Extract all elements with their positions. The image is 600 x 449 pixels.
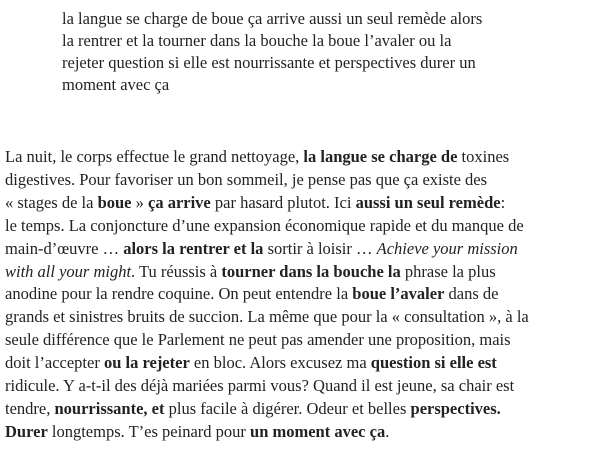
text-segment: longtemps. T’es peinard pour	[47, 421, 251, 441]
italic-phrase: Achieve your mission	[376, 238, 518, 258]
text-segment: . Tu réussis à	[131, 261, 222, 281]
text-segment: »	[131, 192, 148, 212]
text-segment: en bloc. Alors excusez ma	[189, 353, 371, 373]
body-line	[5, 306, 597, 329]
body-line	[5, 283, 597, 306]
text-segment: digestives. Pour favoriser un bon sommeil, je pense pas que ça existe des	[5, 169, 488, 189]
body-line	[5, 238, 597, 261]
quote-line: rejeter question si elle est nourrissante et perspectives durer un	[62, 53, 476, 72]
body-line	[5, 421, 597, 444]
quote-line: la rentrer et la tourner dans la bouche la boue l’avaler ou la	[62, 31, 452, 50]
text-segment: grands et sinistres bruits de succion. La même que pour la « consultation », à la	[5, 307, 529, 327]
quote-line: moment avec ça	[62, 75, 170, 94]
quote-block	[62, 8, 582, 96]
text-segment: seule différence que le Parlement ne peut pas amender une proposition, mais	[5, 330, 511, 350]
bold-phrase: question si elle est	[370, 353, 497, 373]
body-line	[5, 192, 597, 215]
text-segment: main-d’œuvre …	[5, 238, 124, 258]
bold-phrase: nourrissante, et	[54, 398, 165, 418]
bold-phrase: perspectives.	[410, 398, 501, 418]
text-segment: toxines	[457, 147, 510, 166]
bold-phrase: alors la rentrer et la	[123, 238, 264, 258]
text-segment: .	[385, 421, 390, 441]
quote-line: la langue se charge de boue ça arrive aussi un seul remède alors	[62, 9, 483, 28]
text-segment: ridicule. Y a-t-il des déjà mariées parmi vous? Quand il est jeune, sa chair est	[5, 376, 515, 396]
bold-phrase: ça arrive	[148, 192, 211, 212]
text-segment: « stages de la	[5, 192, 98, 212]
body-line	[5, 329, 597, 352]
text-segment: phrase la plus	[400, 261, 496, 281]
text-segment: plus facile à digérer. Odeur et belles	[164, 398, 411, 418]
bold-phrase: ou la rejeter	[103, 353, 190, 373]
body-line	[5, 398, 597, 421]
text-segment: :	[500, 192, 506, 212]
text-segment: tendre,	[5, 398, 55, 418]
body-line	[5, 375, 597, 398]
body-line	[5, 352, 597, 375]
bold-phrase: boue	[97, 192, 132, 212]
italic-phrase: with all your might	[5, 261, 132, 281]
body-line	[5, 146, 597, 169]
text-segment: anodine pour la rendre coquine. On peut entendre la	[5, 284, 353, 304]
body-line	[5, 169, 597, 192]
text-segment: par hasard plutot. Ici	[210, 192, 356, 212]
text-segment: sortir à loisir …	[263, 238, 377, 258]
text-segment: le temps. La conjoncture d’une expansion économique rapide et du manque de	[5, 215, 524, 235]
bold-phrase: la langue se charge de	[303, 147, 458, 166]
bold-phrase: boue l’avaler	[352, 284, 445, 304]
bold-phrase: Durer	[5, 421, 48, 441]
bold-phrase: un moment avec ça	[250, 421, 386, 441]
bold-phrase: tourner dans la bouche la	[221, 261, 401, 281]
text-segment: doit l’accepter	[5, 353, 104, 373]
body-paragraph	[5, 146, 597, 444]
body-line	[5, 215, 597, 238]
text-segment: La nuit, le corps effectue le grand nettoyage,	[5, 147, 304, 166]
text-segment: dans de	[444, 284, 499, 304]
body-line	[5, 261, 597, 284]
bold-phrase: aussi un seul remède	[355, 192, 501, 212]
